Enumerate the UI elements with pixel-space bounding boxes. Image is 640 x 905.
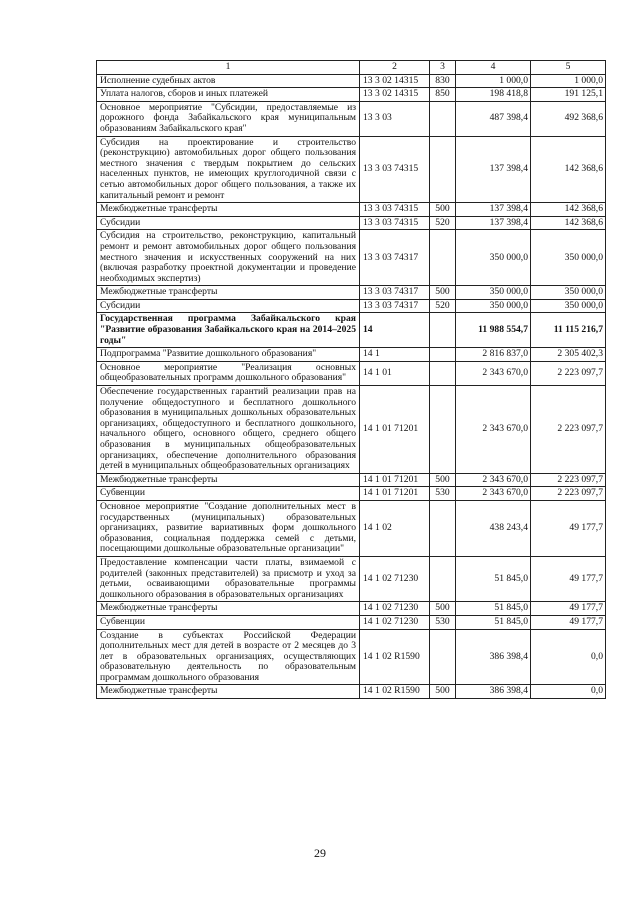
row-value-2024-cell: 137 398,4 [456,203,531,217]
row-name-cell: Субсидии [97,216,360,230]
row-type-cell: 520 [430,299,456,313]
row-type-cell [430,348,456,362]
row-name-cell: Субсидия на строительство, реконструкцию, капитальный ремонт и ремонт автомобильных дорог общего пользования местного значения и искусственных сооружений на них (включая разработку проектной документации и проведение необходимых экспертиз) [97,230,360,286]
header-col-2025: 5 [531,61,606,75]
table-row [97,615,606,629]
row-name-cell: Субвенции [97,487,360,501]
table-row [97,203,606,217]
row-name-cell: Создание в субъектах Российской Федерации дополнительных мест для детей в возрасте от 2 месяцев до 3 лет в образовательных организациях, осуществляющих образовательную деятельность по образовательным программам дошкольного образования [97,629,360,685]
row-name-cell: Субвенции [97,615,360,629]
row-code-cell: 14 1 02 71230 [360,602,430,616]
row-value-2025-cell: 492 368,6 [531,101,606,136]
row-name-cell: Межбюджетные трансферты [97,286,360,300]
table-row [97,348,606,362]
row-type-cell [430,361,456,385]
header-col-type: 3 [430,61,456,75]
row-code-cell: 14 1 01 71201 [360,487,430,501]
row-value-2025-cell: 350 000,0 [531,230,606,286]
row-name-cell: Уплата налогов, сборов и иных платежей [97,88,360,102]
row-code-cell: 13 3 03 74315 [360,216,430,230]
row-code-cell: 13 3 02 14315 [360,74,430,88]
table-row [97,230,606,286]
row-name-cell: Межбюджетные трансферты [97,473,360,487]
row-value-2025-cell: 350 000,0 [531,286,606,300]
row-value-2025-cell: 0,0 [531,685,606,699]
row-value-2025-cell: 11 115 216,7 [531,313,606,348]
row-value-2025-cell: 191 125,1 [531,88,606,102]
table-row [97,602,606,616]
table-row [97,629,606,685]
row-value-2024-cell: 386 398,4 [456,685,531,699]
row-type-cell: 500 [430,602,456,616]
row-value-2024-cell: 1 000,0 [456,74,531,88]
row-name-cell: Основное мероприятие "Создание дополнительных мест в государственных (муниципальных) образовательных организациях, развитие вариативных форм дошкольного образования, социальная поддержка семей с детьми, посещающими дошкольные образовательные организации" [97,500,360,556]
row-name-cell: Основное мероприятие "Субсидии, предоставляемые из дорожного фонда Забайкальского края муниципальным образованиям Забайкальского края" [97,101,360,136]
row-value-2025-cell: 142 368,6 [531,203,606,217]
row-code-cell: 13 3 03 [360,101,430,136]
row-value-2025-cell: 1 000,0 [531,74,606,88]
row-value-2025-cell: 142 368,6 [531,216,606,230]
row-value-2024-cell: 386 398,4 [456,629,531,685]
row-name-cell: Государственная программа Забайкальского края "Развитие образования Забайкальского края на 2014–2025 годы" [97,313,360,348]
row-code-cell: 13 3 03 74317 [360,286,430,300]
row-value-2024-cell: 198 418,8 [456,88,531,102]
row-value-2024-cell: 350 000,0 [456,299,531,313]
table-row [97,216,606,230]
row-code-cell: 14 1 02 R1590 [360,629,430,685]
row-value-2024-cell: 11 988 554,7 [456,313,531,348]
row-type-cell [430,101,456,136]
row-value-2025-cell: 49 177,7 [531,615,606,629]
row-code-cell: 14 1 [360,348,430,362]
row-name-cell: Межбюджетные трансферты [97,203,360,217]
table-row [97,556,606,601]
row-value-2024-cell: 2 816 837,0 [456,348,531,362]
table-row [97,74,606,88]
row-name-cell: Субсидии [97,299,360,313]
table-row [97,361,606,385]
row-code-cell: 14 1 02 71230 [360,615,430,629]
row-code-cell: 13 3 03 74315 [360,136,430,203]
row-name-cell: Межбюджетные трансферты [97,685,360,699]
row-name-cell: Предоставление компенсации части платы, взимаемой с родителей (законных представителей) за присмотр и уход за детьми, осваивающими образовательные программы дошкольного образования в образовательных организациях [97,556,360,601]
row-type-cell: 500 [430,685,456,699]
row-value-2024-cell: 2 343 670,0 [456,473,531,487]
row-value-2025-cell: 49 177,7 [531,500,606,556]
row-value-2024-cell: 2 343 670,0 [456,386,531,474]
row-type-cell: 850 [430,88,456,102]
header-col-code: 2 [360,61,430,75]
row-value-2024-cell: 51 845,0 [456,602,531,616]
table-row [97,487,606,501]
row-value-2024-cell: 51 845,0 [456,556,531,601]
page-number: 29 [314,846,326,860]
row-value-2025-cell: 2 305 402,3 [531,348,606,362]
header-col-2024: 4 [456,61,531,75]
row-type-cell: 520 [430,216,456,230]
row-type-cell [430,500,456,556]
row-name-cell: Исполнение судебных актов [97,74,360,88]
row-value-2025-cell: 49 177,7 [531,556,606,601]
row-type-cell [430,230,456,286]
row-code-cell: 14 1 02 R1590 [360,685,430,699]
row-value-2025-cell: 142 368,6 [531,136,606,203]
row-type-cell: 530 [430,487,456,501]
row-code-cell: 13 3 02 14315 [360,88,430,102]
header-row [97,61,606,75]
row-value-2025-cell: 49 177,7 [531,602,606,616]
row-type-cell: 830 [430,74,456,88]
row-value-2024-cell: 137 398,4 [456,216,531,230]
row-code-cell: 14 1 02 71230 [360,556,430,601]
row-value-2024-cell: 137 398,4 [456,136,531,203]
row-type-cell [430,386,456,474]
table-row [97,473,606,487]
table-row [97,299,606,313]
row-type-cell: 500 [430,473,456,487]
table-row [97,386,606,474]
row-value-2025-cell: 0,0 [531,629,606,685]
table-row [97,101,606,136]
row-value-2024-cell: 2 343 670,0 [456,487,531,501]
row-type-cell: 500 [430,203,456,217]
row-name-cell: Межбюджетные трансферты [97,602,360,616]
row-value-2024-cell: 438 243,4 [456,500,531,556]
table-row [97,286,606,300]
row-type-cell: 530 [430,615,456,629]
row-code-cell: 14 1 02 [360,500,430,556]
table-row [97,313,606,348]
row-name-cell: Подпрограмма "Развитие дошкольного образования" [97,348,360,362]
row-value-2025-cell: 2 223 097,7 [531,487,606,501]
table-row [97,500,606,556]
row-name-cell: Субсидия на проектирование и строительство (реконструкцию) автомобильных дорог общего пользования местного значения с твердым покрытием до сельских населенных пунктов, не имеющих круглогодичной связи с сетью автомобильных дорог общего пользования, а также их капитальный ремонт и ремонт [97,136,360,203]
row-code-cell: 14 1 01 71201 [360,386,430,474]
row-code-cell: 13 3 03 74315 [360,203,430,217]
row-code-cell: 14 1 01 [360,361,430,385]
row-code-cell: 13 3 03 74317 [360,299,430,313]
row-value-2025-cell: 350 000,0 [531,299,606,313]
row-name-cell: Обеспечение государственных гарантий реализации прав на получение общедоступного и бесплатного дошкольного образования в муниципальных дошкольных образовательных организациях, общедоступного и бесплатного дошкольного, начального общего, основного общего, среднего общего образования в муниципальных общеобразовательных организациях, обеспечение дополнительного образования детей в муниципальных общеобразовательных организациях [97,386,360,474]
row-value-2024-cell: 350 000,0 [456,230,531,286]
table-row [97,685,606,699]
row-value-2024-cell: 487 398,4 [456,101,531,136]
row-type-cell [430,556,456,601]
row-type-cell [430,136,456,203]
row-value-2024-cell: 2 343 670,0 [456,361,531,385]
budget-table [96,60,606,699]
row-value-2025-cell: 2 223 097,7 [531,473,606,487]
table-row [97,88,606,102]
row-code-cell: 13 3 03 74317 [360,230,430,286]
row-name-cell: Основное мероприятие "Реализация основных общеобразовательных программ дошкольного образования" [97,361,360,385]
row-type-cell [430,313,456,348]
table-row [97,136,606,203]
row-value-2024-cell: 350 000,0 [456,286,531,300]
row-type-cell [430,629,456,685]
row-type-cell: 500 [430,286,456,300]
header-col-name: 1 [97,61,360,75]
row-code-cell: 14 [360,313,430,348]
row-value-2024-cell: 51 845,0 [456,615,531,629]
row-value-2025-cell: 2 223 097,7 [531,361,606,385]
table-body [97,74,606,698]
row-code-cell: 14 1 01 71201 [360,473,430,487]
row-value-2025-cell: 2 223 097,7 [531,386,606,474]
